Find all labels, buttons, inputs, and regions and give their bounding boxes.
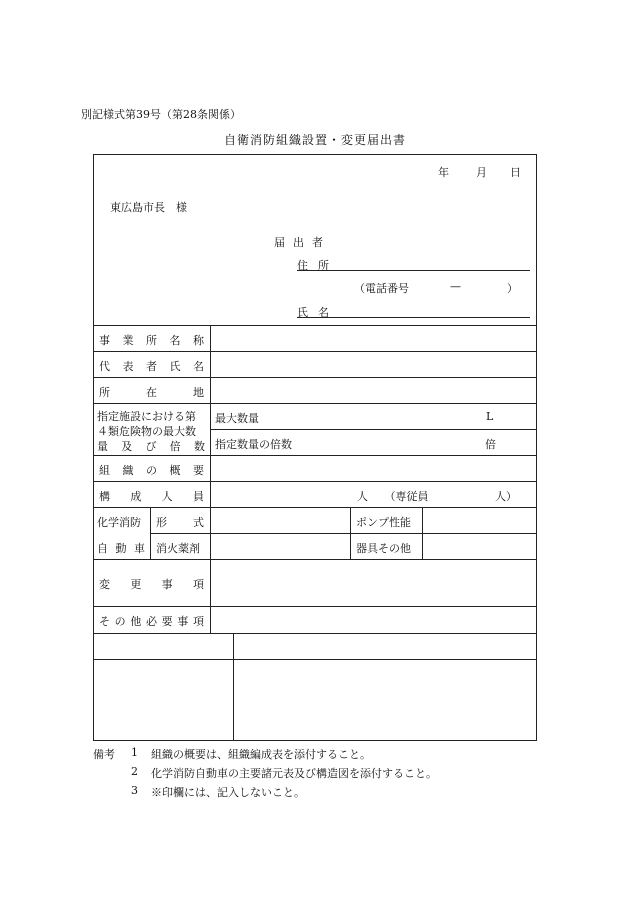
- form-number: 別記様式第39号（第28条関係）: [81, 108, 241, 121]
- note-1-num: 1: [131, 746, 138, 759]
- members-unit: 人 （専従員: [357, 490, 429, 503]
- location-label: 所 在 地: [99, 386, 204, 399]
- date-day: 日: [510, 166, 521, 179]
- phone-label: （電話番号: [354, 282, 409, 295]
- addressee: 東広島市長 様: [110, 201, 187, 214]
- name-field[interactable]: [297, 317, 530, 318]
- members-close: 人）: [495, 490, 517, 503]
- applicant-label: 届出者: [274, 236, 331, 249]
- multiple-unit: 倍: [485, 438, 496, 451]
- notes-heading: 備考: [93, 748, 115, 761]
- form-type-label: 形 式: [156, 516, 204, 529]
- note-2-num: 2: [131, 765, 138, 778]
- date-month: 月: [476, 166, 487, 179]
- representative-label: 代 表 者 氏 名: [99, 360, 204, 373]
- pump-label: ポンプ性能: [356, 516, 411, 529]
- note-1-text: 組織の概要は、組織編成表を添付すること。: [151, 748, 371, 761]
- max-quantity-label: 最大数量: [215, 412, 259, 425]
- changes-label: 変 更 事 項: [99, 578, 204, 591]
- note-2-text: 化学消防自動車の主要諸元表及び構造図を添付すること。: [151, 767, 437, 780]
- note-3-num: 3: [131, 784, 138, 797]
- fire-truck-label-1: 化学消防: [97, 516, 141, 529]
- hazard-label-1: 指定施設における第: [97, 410, 196, 423]
- phone-dash: —: [450, 280, 461, 293]
- date-year: 年: [438, 166, 449, 179]
- max-quantity-unit: L: [486, 410, 494, 423]
- note-3-text: ※印欄には、記入しないこと。: [151, 786, 305, 799]
- other-label: そ の 他 必 要 事 項: [99, 615, 204, 628]
- equipment-label: 器具その他: [356, 542, 411, 555]
- hazard-label-3: 量 及 び 倍 数: [97, 440, 205, 453]
- office-name-label: 事 業 所 名 称: [99, 334, 204, 347]
- address-field[interactable]: [297, 270, 530, 271]
- fire-truck-label-2: 自 動 車: [97, 542, 145, 555]
- members-label: 構 成 人 員: [99, 490, 204, 503]
- address-label: 住所: [297, 259, 339, 272]
- form-title: 自衛消防組織設置・変更届出書: [223, 133, 406, 147]
- hazard-label-2: ４類危険物の最大数: [97, 425, 196, 438]
- agent-label: 消火薬剤: [156, 542, 200, 555]
- phone-close: ）: [507, 282, 518, 295]
- multiple-label: 指定数量の倍数: [215, 438, 292, 451]
- name-label: 氏名: [297, 306, 339, 319]
- org-overview-label: 組 織 の 概 要: [99, 464, 204, 477]
